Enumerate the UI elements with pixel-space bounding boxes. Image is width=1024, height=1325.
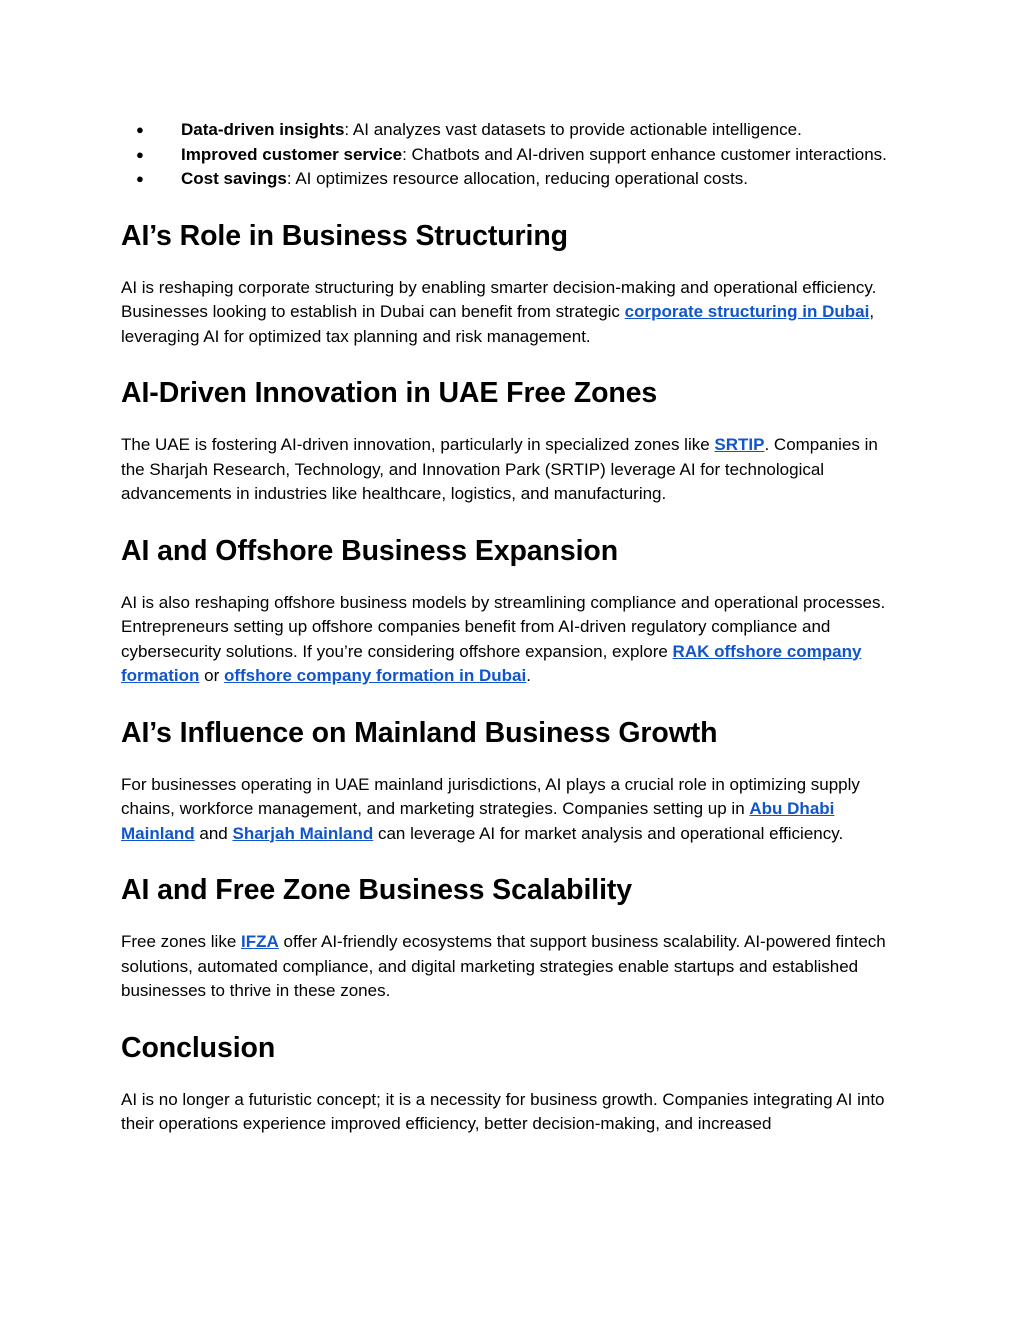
list-item-text: : AI analyzes vast datasets to provide actionable intelligence. bbox=[344, 120, 802, 139]
paragraph-text: and bbox=[194, 823, 233, 843]
srtip-link[interactable]: SRTIP bbox=[714, 435, 765, 454]
bullet-icon: ● bbox=[136, 122, 144, 137]
rak-offshore-link[interactable]: RAK offshore company formation bbox=[121, 641, 862, 685]
section-heading-mainland: AI’s Influence on Mainland Business Growth bbox=[121, 716, 718, 749]
paragraph-text: For businesses operating in UAE mainland jurisdictions, AI plays a crucial role in optimizing supply chains, workforce management, and marketing strategies. Companies setting up in bbox=[121, 774, 860, 818]
section-heading-structuring: AI’s Role in Business Structuring bbox=[121, 219, 568, 252]
paragraph-text: . bbox=[526, 666, 531, 685]
sharjah-mainland-link[interactable]: Sharjah Mainland bbox=[232, 823, 374, 843]
paragraph-text: The UAE is fostering AI-driven innovation, particularly in specialized zones like bbox=[121, 435, 715, 454]
paragraph-text: , leveraging AI for optimized tax planning and risk management. bbox=[121, 302, 875, 346]
section-heading-scalability: AI and Free Zone Business Scalability bbox=[121, 874, 633, 906]
offshore-dubai-link[interactable]: offshore company formation in Dubai bbox=[223, 666, 527, 685]
bullet-icon: ● bbox=[136, 146, 144, 162]
list-item-term: Cost savings bbox=[181, 169, 287, 188]
list-item bbox=[121, 167, 901, 192]
list-item bbox=[121, 118, 901, 143]
section-paragraph-freezones bbox=[121, 433, 901, 507]
section-paragraph-mainland bbox=[121, 773, 901, 847]
section-heading-offshore: AI and Offshore Business Expansion bbox=[121, 534, 619, 567]
section-paragraph-scalability bbox=[121, 930, 901, 1004]
section-paragraph-structuring bbox=[121, 276, 901, 350]
bullet-icon: ● bbox=[136, 171, 144, 186]
paragraph-text: Free zones like bbox=[121, 932, 241, 951]
section-heading-conclusion: Conclusion bbox=[121, 1031, 276, 1064]
paragraph-text: or bbox=[199, 666, 224, 685]
abu-dhabi-mainland-link[interactable]: Abu Dhabi Mainland bbox=[121, 799, 835, 843]
section-paragraph-conclusion bbox=[121, 1088, 901, 1137]
ifza-link[interactable]: IFZA bbox=[241, 932, 279, 951]
list-item-text: : Chatbots and AI-driven support enhance customer interactions. bbox=[402, 144, 887, 164]
corporate-structuring-dubai-link[interactable]: corporate structuring in Dubai bbox=[624, 302, 870, 321]
paragraph-text: . Companies in the Sharjah Research, Technology, and Innovation Park (SRTIP) leverage AI for technological advancements in industries like healthcare, logistics, and manufacturing. bbox=[121, 435, 878, 503]
list-item bbox=[121, 143, 901, 168]
list-item-term: Data-driven insights bbox=[181, 120, 345, 139]
section-paragraph-offshore bbox=[121, 591, 901, 689]
document-page bbox=[121, 118, 901, 1137]
paragraph-text: AI is also reshaping offshore business models by streamlining compliance and operational processes. Entrepreneurs setting up offshore companies benefit from AI-driven regulatory compliance and cybersecurity solutions. If you’re considering offshore expansion, explore bbox=[121, 592, 886, 661]
paragraph-text: AI is reshaping corporate structuring by enabling smarter decision-making and operational efficiency. Businesses looking to establish in Dubai can benefit from strategic bbox=[121, 277, 877, 321]
list-item-text: : AI optimizes resource allocation, reducing operational costs. bbox=[286, 169, 748, 188]
paragraph-text: can leverage AI for market analysis and operational efficiency. bbox=[373, 823, 844, 843]
list-item-term: Improved customer service bbox=[181, 144, 403, 164]
benefits-list bbox=[121, 118, 901, 192]
paragraph-text: offer AI-friendly ecosystems that support business scalability. AI-powered fintech solutions, automated compliance, and digital marketing strategies enable startups and established businesses to thrive in these zones. bbox=[121, 932, 886, 1000]
section-heading-freezones: AI-Driven Innovation in UAE Free Zones bbox=[121, 377, 658, 409]
paragraph-text: AI is no longer a futuristic concept; it is a necessity for business growth. Companies integrating AI into their operations experience improved efficiency, better decision-making, and increased bbox=[121, 1089, 885, 1133]
